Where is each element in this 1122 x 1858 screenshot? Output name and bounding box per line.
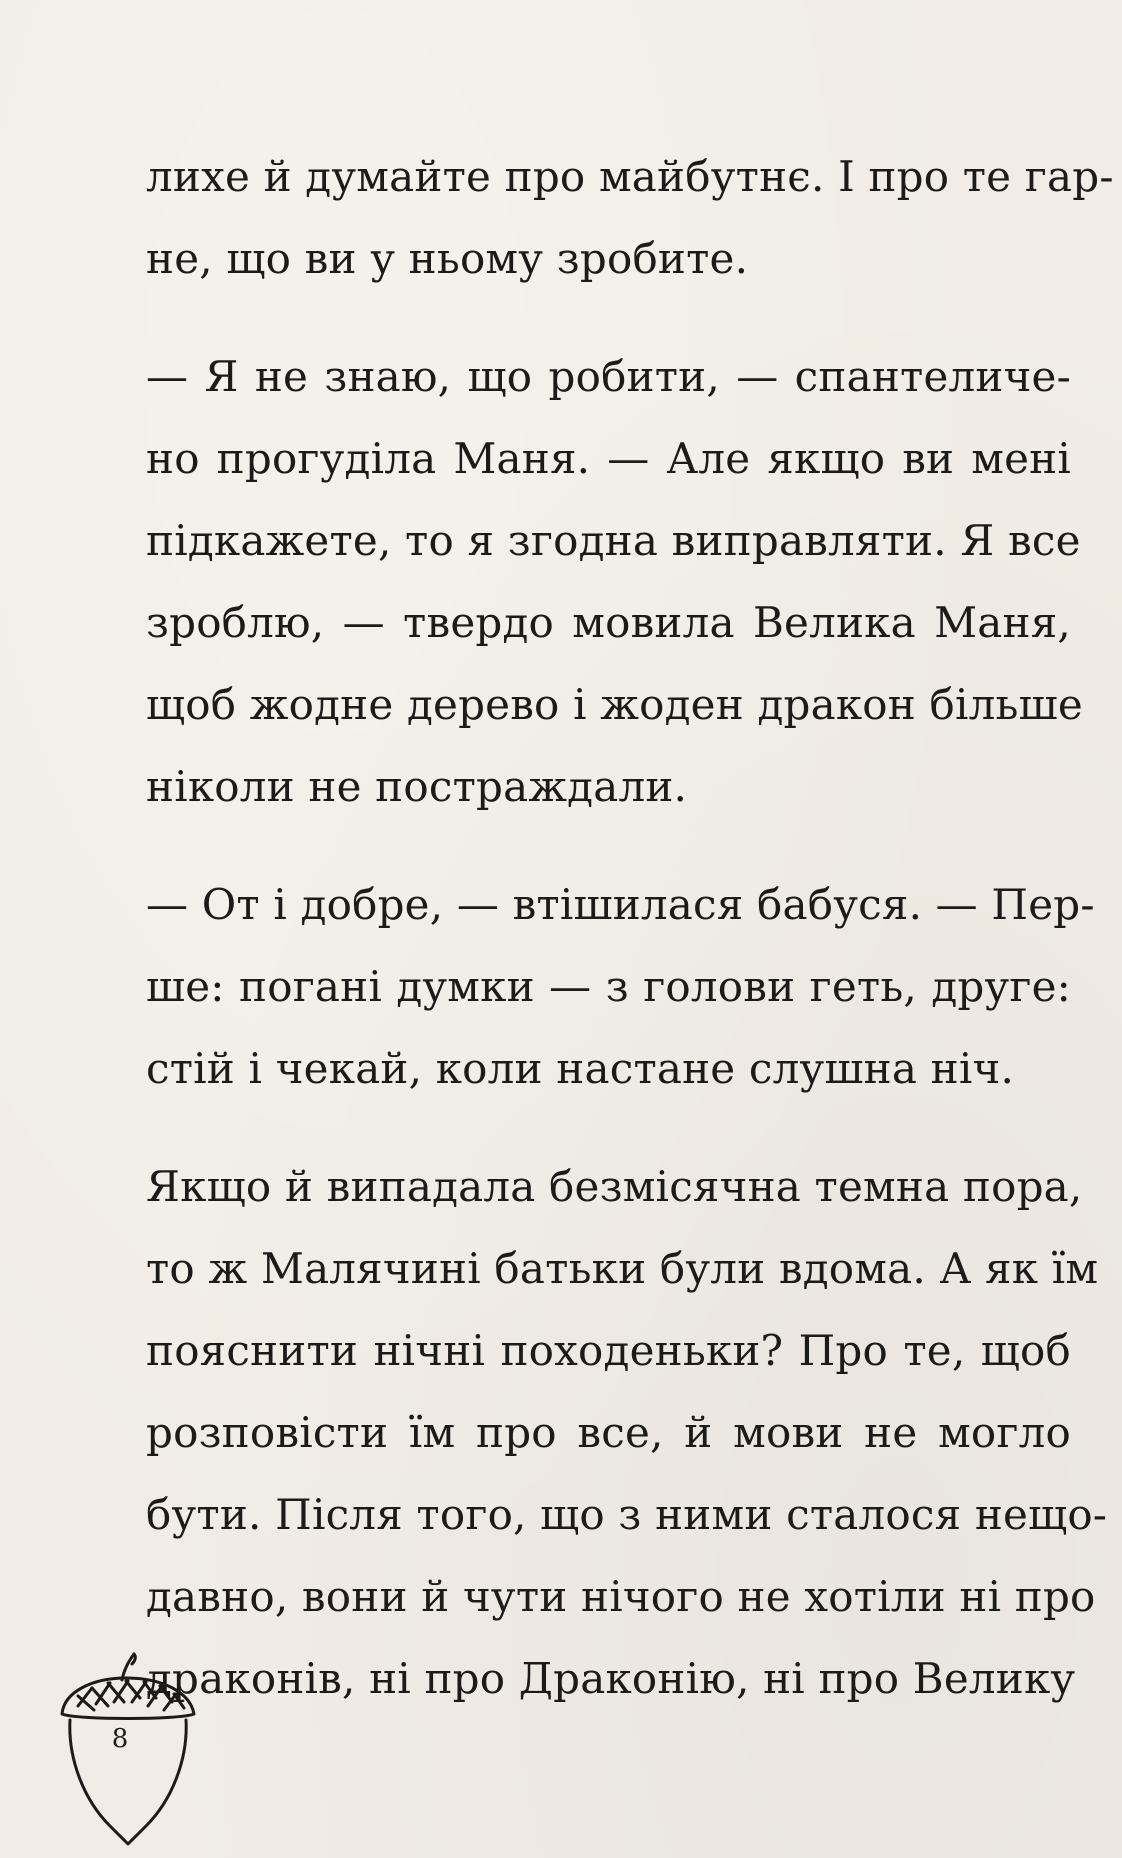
body-text [146, 136, 1114, 1756]
text-line: не, що ви у ньому зробите. [146, 234, 749, 283]
paragraph-3 [146, 864, 1095, 1110]
text-line: давно, вони й чути нічого не хотіли ні про [146, 1572, 1096, 1621]
text-line: но прогуділа Маня. — Але якщо ви мені [146, 434, 1071, 483]
text-line: зроблю, — твердо мовила Велика Маня, [146, 598, 1071, 647]
text-line: пояснити нічні походеньки? Про те, щоб [146, 1326, 1071, 1375]
paragraph-4 [146, 1146, 1108, 1720]
text-line: лихе й думайте про майбутнє. І про те гар- [146, 152, 1114, 201]
text-line: стій і чекай, коли настане слушна ніч. [146, 1044, 1015, 1093]
text-line: драконів, ні про Драконію, ні про Велику [146, 1654, 1076, 1703]
page-number: 8 [111, 1724, 129, 1754]
text-line: — Я не знаю, що робити, — спантеличе- [146, 352, 1071, 401]
text-line: розповісти їм про все, й мови не могло [146, 1408, 1071, 1457]
text-line: Якщо й випадала безмісячна темна пора, [146, 1162, 1083, 1211]
text-line: то ж Малячині батьки були вдома. А як їм [146, 1244, 1099, 1293]
text-line: ніколи не постраждали. [146, 762, 688, 811]
paragraph-1 [146, 136, 1114, 300]
text-line: бути. Після того, що з ними сталося нещо- [146, 1490, 1108, 1539]
paragraph-2 [146, 336, 1083, 828]
text-line: щоб жодне дерево і жоден дракон більше [146, 680, 1083, 729]
text-line: підкажете, то я згодна виправляти. Я все [146, 516, 1081, 565]
text-line: — От і добре, — втішилася бабуся. — Пер- [146, 880, 1095, 929]
text-line: ше: погані думки — з голови геть, друге: [146, 962, 1071, 1011]
